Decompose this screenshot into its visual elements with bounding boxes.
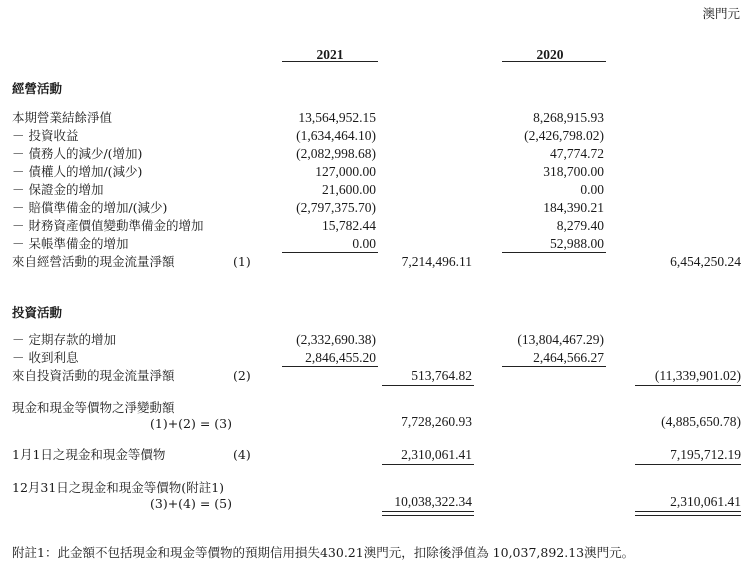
total-2020: 6,454,250.24: [670, 254, 741, 269]
total-ref: (1): [233, 254, 251, 269]
total-2020: (11,339,901.02): [654, 368, 741, 383]
closing-2021: 10,038,322.34: [394, 494, 472, 509]
year-header-2020-underline: [502, 61, 606, 62]
value-2020: 184,390.21: [543, 200, 604, 215]
subtotal-line-2020: [502, 252, 606, 253]
row-label: － 債權人的增加/(減少): [12, 164, 143, 179]
investing-subtotal-line-2020: [502, 366, 606, 367]
value-2020: 52,988.00: [550, 236, 604, 251]
value-2020: 8,279.40: [556, 218, 604, 233]
value-2020: 47,774.72: [550, 146, 604, 161]
year-header-2021: 2021: [316, 47, 344, 62]
row-label: － 保證金的增加: [12, 182, 104, 197]
value-2020: 318,700.00: [543, 164, 604, 179]
value-2021: (1,634,464.10): [296, 128, 376, 143]
value-2021: 2,846,455.20: [305, 350, 376, 365]
opening-ref: (4): [233, 447, 251, 462]
net-change-2020: (4,885,650.78): [661, 414, 741, 429]
value-2021: 0.00: [352, 236, 376, 251]
value-2021: (2,797,375.70): [296, 200, 376, 215]
net-change-label: 現金和現金等價物之淨變動額: [12, 400, 175, 415]
opening-2020: 7,195,712.19: [670, 447, 741, 462]
total-label: 來自經營活動的現金流量淨額: [12, 254, 175, 269]
net-change-formula: (1)+(2) = (3): [150, 416, 233, 431]
row-label: － 呆帳準備金的增加: [12, 236, 129, 251]
footnote: 附註1：此金額不包括現金和現金等價物的預期信用損失430.21澳門元，扣除後淨值為 10,037,892.13澳門元。: [12, 545, 635, 560]
value-2020: 8,268,915.93: [533, 110, 604, 125]
investing-subtotal-line-2021: [282, 366, 378, 367]
year-header-2020: 2020: [536, 47, 564, 62]
net-change-2021: 7,728,260.93: [401, 414, 472, 429]
subtotal-line-2021: [282, 252, 378, 253]
opening-2021: 2,310,061.41: [401, 447, 472, 462]
closing-formula: (3)+(4) = (5): [150, 496, 233, 511]
opening-label: 1月1日之現金和現金等價物: [12, 447, 166, 462]
row-label: 本期營業結餘淨值: [12, 110, 113, 125]
closing-2020: 2,310,061.41: [670, 494, 741, 509]
section-title-operating: 經營活動: [12, 81, 63, 96]
total-2021: 7,214,496.11: [401, 254, 472, 269]
value-2021: 13,564,952.15: [298, 110, 376, 125]
value-2021: 127,000.00: [315, 164, 376, 179]
total-2021: 513,764.82: [411, 368, 472, 383]
row-label: － 財務資產價值變動準備金的增加: [12, 218, 204, 233]
row-label: － 賠償準備金的增加/(減少): [12, 200, 168, 215]
opening-underline-2020: [635, 464, 741, 465]
year-header-2021-underline: [282, 61, 378, 62]
value-2020: 2,464,566.27: [533, 350, 604, 365]
total-label: 來自投資活動的現金流量淨額: [12, 368, 175, 383]
row-label: － 投資收益: [12, 128, 79, 143]
value-2021: 21,600.00: [322, 182, 376, 197]
value-2020: (2,426,798.02): [524, 128, 604, 143]
value-2020: 0.00: [580, 182, 604, 197]
row-label: － 收到利息: [12, 350, 79, 365]
value-2021: (2,082,998.68): [296, 146, 376, 161]
section-title-investing: 投資活動: [12, 305, 63, 320]
currency-note: 澳門元: [702, 6, 740, 21]
value-2021: (2,332,690.38): [296, 332, 376, 347]
investing-total-underline-2021: [382, 385, 474, 386]
value-2021: 15,782.44: [322, 218, 376, 233]
row-label: － 債務人的減少/(增加): [12, 146, 143, 161]
closing-double-underline-2020: [635, 511, 741, 516]
closing-label: 12月31日之現金和現金等價物(附註1): [12, 480, 225, 495]
opening-underline-2021: [382, 464, 474, 465]
row-label: － 定期存款的增加: [12, 332, 116, 347]
closing-double-underline-2021: [382, 511, 474, 516]
investing-total-underline-2020: [635, 385, 741, 386]
value-2020: (13,804,467.29): [517, 332, 604, 347]
total-ref: (2): [233, 368, 251, 383]
